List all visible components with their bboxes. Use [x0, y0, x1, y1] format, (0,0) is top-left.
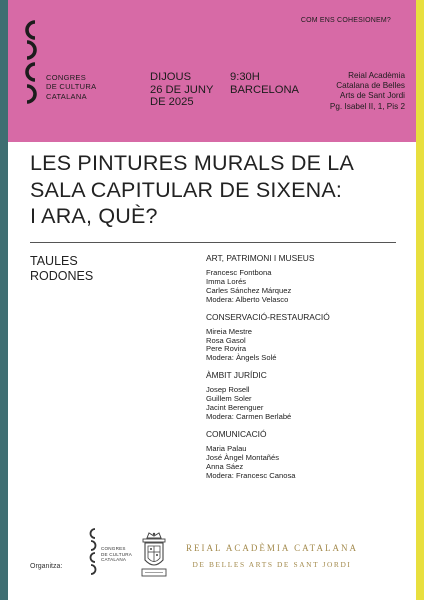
- congres-logo-small-icon: [86, 527, 100, 577]
- organizer-label: Organitza:: [30, 563, 63, 570]
- academy-crest-icon: [137, 530, 171, 580]
- speaker: Rosa Gasol: [206, 335, 246, 345]
- event-time-place: 9:30H BARCELONA: [230, 71, 300, 96]
- speaker: Josep Rosell: [206, 385, 250, 395]
- academy-line-1: REIAL ACADÈMIA CATALANA: [186, 543, 358, 553]
- academy-line-2: DE BELLES ARTS DE SANT JORDI: [192, 560, 352, 569]
- speaker: Mireia Mestre: [206, 326, 252, 336]
- speaker: Maria Palau: [206, 443, 247, 453]
- speaker-list: [206, 328, 411, 364]
- left-accent-bar: [0, 0, 8, 600]
- page-title: LES PINTURES MURALS DE LA SALA CAPITULAR DE SIXENA: I ARA, QUÈ?: [30, 151, 355, 228]
- session: [206, 312, 411, 364]
- speaker: Anna Sáez: [206, 461, 244, 471]
- moderator: Modera: Carmen Berlabé: [206, 411, 292, 421]
- speaker: Carles Sánchez Márquez: [206, 285, 292, 295]
- org-name-small: CONGRES DE CULTURA CATALANA: [101, 546, 133, 563]
- speaker: Imma Lorés: [206, 276, 247, 286]
- speaker: José Àngel Montañés: [206, 452, 280, 462]
- session-title: COMUNICACIÓ: [206, 428, 267, 439]
- session: [206, 253, 411, 305]
- right-accent-bar: [416, 0, 424, 600]
- event-date: DIJOUS 26 DE JUNY DE 2025: [150, 71, 214, 108]
- org-name: CONGRES DE CULTURA CATALANA: [46, 73, 97, 101]
- session-title: ART, PATRIMONI I MUSEUS: [206, 253, 315, 263]
- speaker-list: [206, 386, 411, 422]
- event-format: TAULES RODONES: [30, 254, 94, 283]
- speaker: Francesc Fontbona: [206, 268, 272, 277]
- speaker-list: [206, 445, 411, 481]
- academy-name: [186, 543, 358, 569]
- program: [206, 253, 411, 488]
- session-title: ÀMBIT JURÍDIC: [206, 370, 267, 381]
- moderator: Modera: Àngels Solé: [206, 353, 277, 363]
- speaker: Pere Rovira: [206, 344, 247, 354]
- moderator: Modera: Francesc Canosa: [206, 470, 296, 480]
- session: [206, 429, 411, 481]
- session-title: CONSERVACIÓ-RESTAURACIÓ: [206, 311, 330, 322]
- congres-logo-icon: [18, 18, 44, 108]
- event-venue: Reial Acadèmia Catalana de Belles Arts de Sant Jordi Pg. Isabel II, 1, Pis 2: [329, 71, 405, 111]
- speaker: Jacint Berenguer: [206, 403, 264, 413]
- divider: [30, 242, 396, 243]
- moderator: Modera: Alberto Velasco: [206, 294, 289, 304]
- tagline: COM ENS COHESIONEM?: [300, 17, 391, 24]
- speaker: Guillem Soler: [206, 394, 252, 404]
- speaker-list: [206, 269, 411, 305]
- session: [206, 370, 411, 422]
